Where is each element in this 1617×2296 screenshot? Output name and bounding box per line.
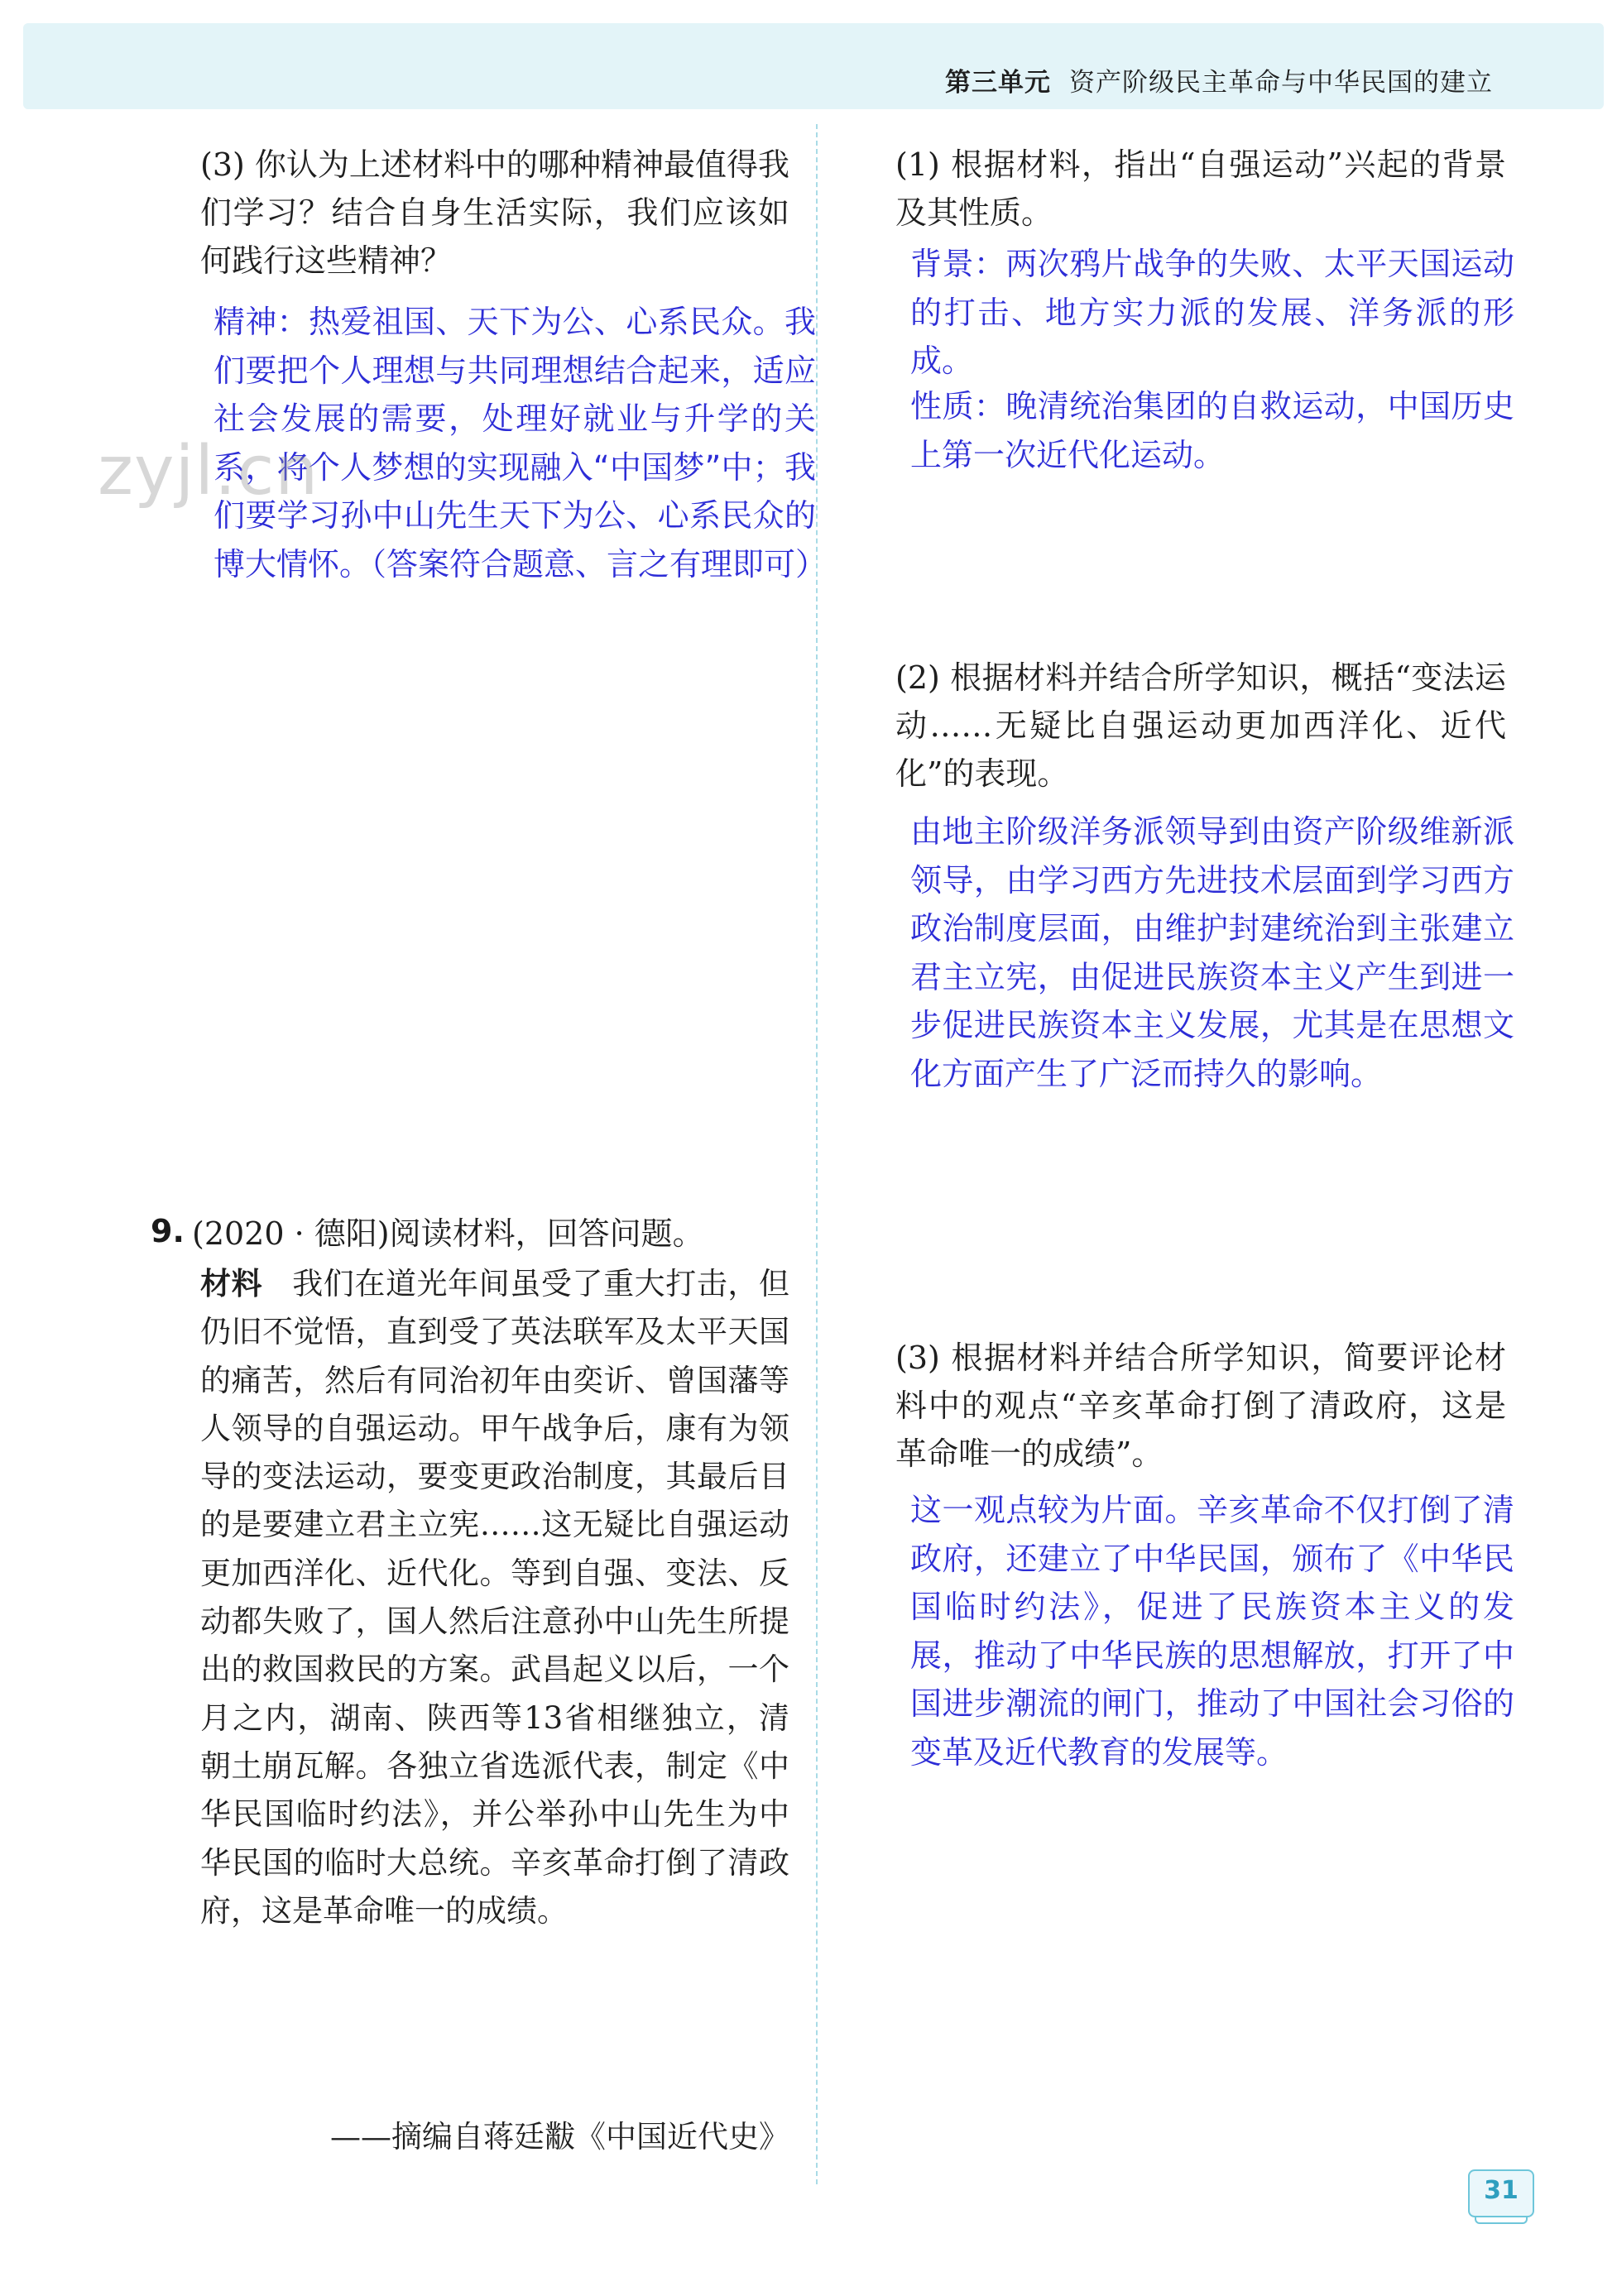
right-q2-answer: 由地主阶级洋务派领导到由资产阶级维新派领导，由学习西方先进技术层面到学习西方政治制度层面，由维护封建统治到主张建立君主立宪，由促进民族资本主义产生到进一步促进民族资本主义发展，尤其是在思想文化方面产生了广泛而持久的影响。	[910, 813, 1514, 1092]
material-source: ——摘编自蒋廷黻《中国近代史》	[330, 2119, 789, 2155]
material-label: 材料	[200, 1265, 263, 1301]
question-9-material	[200, 1259, 789, 1935]
right-q1-answer-background: 背景：两次鸦片战争的失败、太平天国运动的打击、地方实力派的发展、洋务派的形成。	[910, 246, 1514, 379]
page-number-badge	[1468, 2169, 1534, 2217]
column-divider	[816, 124, 818, 2184]
left-q3-answer: 精神：热爱祖国、天下为公、心系民众。我们要把个人理想与共同理想结合起来，适应社会发展的需要，处理好就业与升学的关系，将个人梦想的实现融入“中国梦”中；我们要学习孙中山先生天下为公、心系民众的博大情怀。（答案符合题意、言之有理即可）	[214, 304, 828, 582]
page-header	[945, 61, 1493, 98]
right-q3-prompt: (3) 根据材料并结合所学知识，简要评论材料中的观点“辛亥革命打倒了清政府，这是革命唯一的成绩”。	[895, 1340, 1506, 1472]
right-q3-answer: 这一观点较为片面。辛亥革命不仅打倒了清政府，还建立了中华民国，颁布了《中华民国临时约法》，促进了民族资本主义的发展，推动了中华民族的思想解放，打开了中国进步潮流的闸门，推动了中国社会习俗的变革及近代教育的发展等。	[910, 1492, 1514, 1771]
right-q2-prompt: (2) 根据材料并结合所学知识，概括“变法运动……无疑比自强运动更加西洋化、近代化”的表现。	[895, 659, 1506, 792]
right-q1-prompt: (1) 根据材料，指出“自强运动”兴起的背景及其性质。	[895, 146, 1506, 231]
question-9-number: 9.	[151, 1213, 185, 1249]
right-q1-answer-nature: 性质：晚清统治集团的自救运动，中国历史上第一次近代化运动。	[910, 388, 1514, 473]
page-number: 31	[1484, 2176, 1519, 2205]
unit-title: 资产阶级民主革命与中华民国的建立	[1069, 68, 1493, 98]
left-q3-prompt: (3) 你认为上述材料中的哪种精神最值得我们学习？结合自身生活实际，我们应该如何践行这些精神？	[200, 146, 789, 279]
unit-label: 第三单元	[945, 68, 1051, 98]
question-9-stem: (2020 · 德阳)阅读材料，回答问题。	[192, 1215, 704, 1252]
watermark-text: zyjl.cn	[98, 432, 319, 510]
material-text: 我们在道光年间虽受了重大打击，但仍旧不觉悟，直到受了英法联军及太平天国的痛苦，然后有同治初年由奕䜣、曾国藩等人领导的自强运动。甲午战争后，康有为领导的变法运动，要变更政治制度，其最后目的是要建立君主立宪……这无疑比自强运动更加西洋化、近代化。等到自强、变法、反动都失败了，国人然后注意孙中山先生所提出的救国救民的方案。武昌起义以后，一个月之内，湖南、陕西等13省相继独立，清朝土崩瓦解。各独立省选派代表，制定《中华民国临时约法》，并公举孙中山先生为中华民国的临时大总统。辛亥革命打倒了清政府，这是革命唯一的成绩。	[200, 1266, 790, 1929]
